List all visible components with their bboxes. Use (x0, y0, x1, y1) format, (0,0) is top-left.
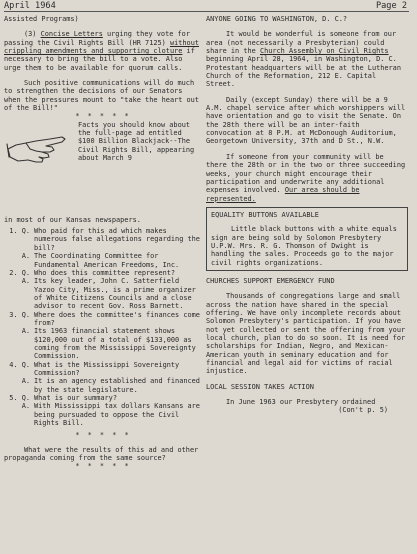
washington-heading: ANYONE GOING TO WASHINGTON, D. C.? (206, 15, 348, 23)
qa-item (4, 269, 202, 277)
qa-item (4, 377, 202, 394)
qa-list (4, 227, 202, 427)
stars-divider: * * * * * (75, 462, 131, 471)
qa-item (4, 311, 202, 328)
emergency-fund-heading: CHURCHES SUPPORT EMERGENCY FUND (206, 276, 335, 285)
right-column (206, 15, 408, 415)
washington-paragraph-1 (206, 30, 408, 88)
qa-text: Where does the committee's finances come from? (34, 310, 200, 327)
qa-item (4, 394, 202, 402)
qa-key: A. (21, 277, 30, 286)
facts-tail: in most of our Kansas newspapers. (4, 215, 141, 224)
qa-key: 2. Q. (9, 268, 30, 277)
qa-key: A. (21, 327, 30, 336)
qa-text: What is the Mississippi Sovereignty Commission? (34, 360, 180, 377)
qa-item (4, 327, 202, 360)
qa-key: 4. Q. (9, 360, 30, 369)
continued-text: Assisted Programs) (4, 15, 79, 23)
washington-paragraph-2: Daily (except Sunday) there will be a 9 A.M. chapel service after which worshippers will have orientation and go to visit the Senate. On the 28th there will be an inter-faith convocation at 8 P.M. at McDonough Auditorium, Georgetown University, 37th and D St., N.W. (206, 95, 406, 146)
item-3-mid: urging they vote for passing the Civil Rights Bill (HR 7125) (4, 30, 190, 47)
washington-text-b: beginning April 28, 1964, in Washington, D. C. Protestant headquarters will be at the Lutheran Church of the Reformation, 212 E. Capital Street. (206, 55, 401, 89)
qa-key: A. (21, 377, 30, 386)
issue-date: April 1964 (4, 1, 56, 11)
closing-question: What were the results of this ad and other propaganda coming from the same source? (4, 445, 199, 463)
header-rule (4, 11, 409, 12)
area-represented-text: Our area should be represented. (206, 186, 360, 203)
qa-key: 1. Q. (9, 227, 30, 236)
local-session-paragraph: In June 1963 our Presbytery ordained (226, 398, 376, 407)
qa-text: Who does this committee represent? (34, 268, 176, 277)
page-number: Page 2 (375, 1, 407, 11)
qa-key: A. (21, 402, 30, 411)
item-3-end: if necessary to bring the bill to a vote. Also urge them to be available for quorum calls. (4, 47, 195, 72)
equality-buttons-box (206, 207, 408, 271)
facts-intro: Facts you should know about the full-page ad entitled $100 Billion Blackjack--The Civil Rights Bill, appearing about March 9 (78, 120, 195, 163)
continued-note: (Con't p. 5) (338, 406, 388, 415)
equality-buttons-text: Little black buttons with a white equals sign are being sold by Solomon Presbytery U.P.W. Mrs. R. G. Thomson of Dwight is handling the sales. Proceeds go to the major civil rights organizations. (211, 225, 397, 267)
qa-key: 3. Q. (9, 310, 30, 319)
left-column (4, 15, 202, 471)
crippling-amendments-text: without crippling amendments and supporting cloture (4, 38, 199, 56)
positive-communications-paragraph: Such positive communications will do much to strengthen the decisions of our Senators when the pressures mount to "take the heart out of the Bill!" (4, 79, 199, 113)
concise-letters: Concise Letters (40, 30, 103, 39)
qa-item (4, 252, 202, 269)
qa-text: Its 1963 financial statement shows $120,000 out of a total of $133,000 as coming from the Mississippi Sovereignty Commission. (34, 327, 196, 361)
item-3-prefix: (3) (24, 30, 41, 39)
emergency-fund-paragraph: Thousands of congregations large and small across the nation have shared in the special offering. We have only incomplete records about Solomon Presbytery's participation. If you have not yet collected or sent the offering from your local church, plan to do so soon. It is need for scholarships for Indian, Negro, and Mexican-American youth in seminary education and for financial and legal aid for victims of racial injustice. (206, 292, 406, 376)
qa-item (4, 227, 202, 252)
washington-text-a: It would be wonderful is someone from our area (not necessarily a Presbyterian) could share in the (206, 30, 397, 56)
item-3-paragraph (4, 30, 202, 72)
qa-item (4, 402, 202, 427)
washington-paragraph-3 (206, 153, 408, 203)
qa-item (4, 277, 202, 310)
qa-key: 5. Q. (9, 394, 30, 402)
qa-text: With Mississippi tax dollars Kansans are being pursuaded to oppose the Civil Rights Bill. (34, 402, 200, 428)
qa-key: A. (21, 252, 30, 261)
qa-item (4, 361, 202, 378)
qa-text: Who paid for this ad which makes numerous false allegations regarding the bill? (34, 227, 200, 252)
qa-text: The Coordinating Committee for Fundamental American Freedoms, Inc. (34, 252, 180, 269)
pointing-hand-icon (6, 127, 68, 169)
qa-text: What is our summary? (34, 394, 117, 402)
church-assembly-link-text: Church Assembly on Civil Rights (259, 47, 389, 56)
stars-divider: * * * * * (75, 112, 131, 121)
washington-text-c: If someone from your community will be there the 28th or in the two or three succeeding weeks, your church might encourage their participation and underwrite any additional expenses involved. (206, 152, 406, 195)
stars-divider: * * * * * (75, 431, 131, 440)
facts-block (4, 121, 202, 216)
equality-buttons-heading: EQUALITY BUTTONS AVAILABLE (211, 210, 319, 219)
local-session-heading: LOCAL SESSION TAKES ACTION (206, 382, 314, 391)
qa-text: Its key leader, John C. Satterfield Yazoo City, Miss., is a prime organizer of White Citizens Councils and a close advisor to recent Gov. Ross Barnett. (34, 277, 196, 311)
qa-text: It is an agency established and financed by the state legislature. (34, 377, 200, 394)
